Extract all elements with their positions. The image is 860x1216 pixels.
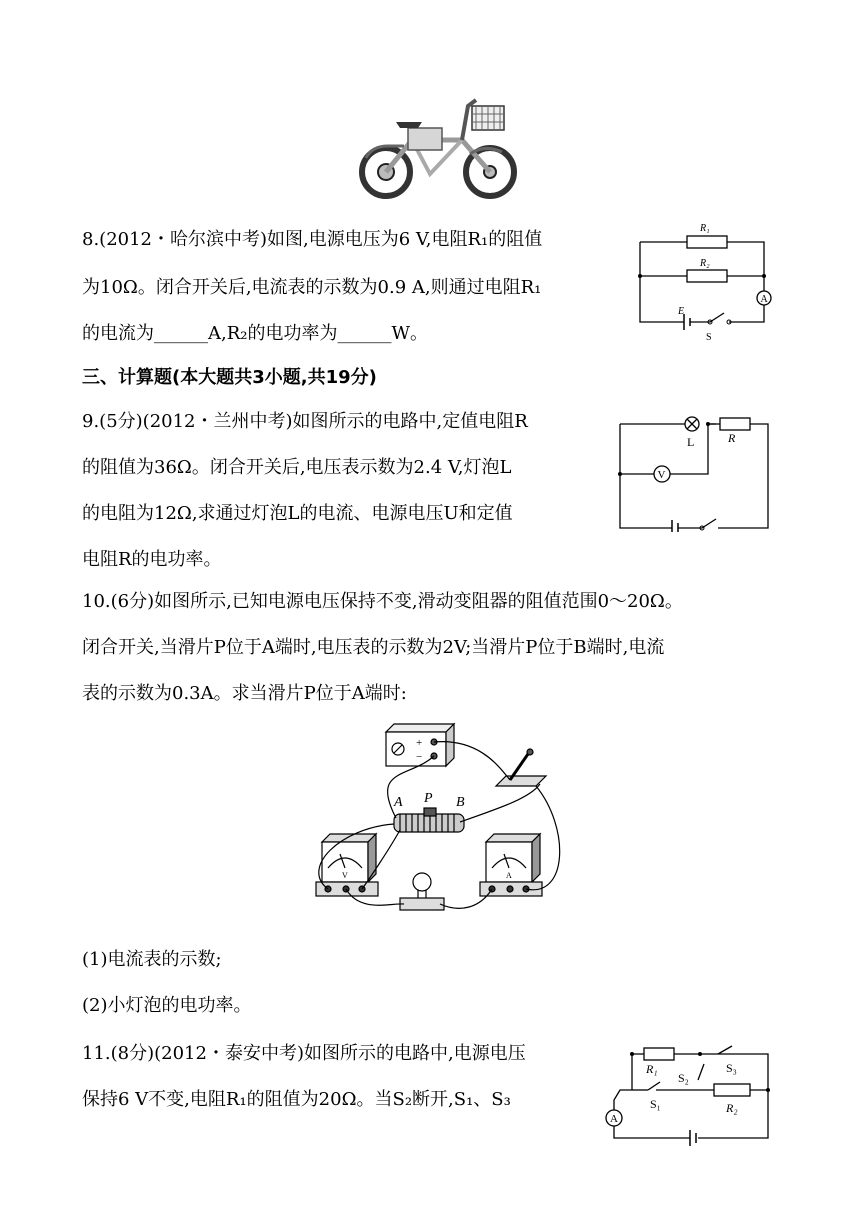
- q11-fig-label-s3: S₃: [726, 1061, 737, 1075]
- q11-line-1: 11.(8分)(2012・泰安中考)如图所示的电路中,电源电压: [82, 1043, 526, 1064]
- q11-fig-label-ammeter: A: [610, 1113, 618, 1125]
- q10-fig-label-voltmeter: V: [342, 871, 348, 880]
- q8-line-3: 的电流为______A,R₂的电功率为______W。: [82, 323, 428, 344]
- q10-line-1: 10.(6分)如图所示,已知电源电压保持不变,滑动变阻器的阻值范围0～20Ω。: [82, 591, 683, 612]
- q8-line-2: 为10Ω。闭合开关后,电流表的示数为0.9 A,则通过电阻R₁: [82, 277, 542, 298]
- q10-fig-label-plus: +: [416, 737, 423, 749]
- q11-fig-label-r2: R₂: [726, 1101, 738, 1115]
- q9-circuit-diagram: [612, 410, 774, 532]
- q8-fig-label-ammeter: A: [760, 294, 768, 305]
- q10-fig-label-a: A: [394, 795, 403, 810]
- q9-line-3: 的电阻为12Ω,求通过灯泡L的电流、电源电压U和定值: [82, 503, 513, 524]
- q8-fig-label-s: S: [706, 332, 712, 343]
- q8-circuit-diagram: [630, 218, 780, 346]
- q11-fig-label-r1: R₁: [646, 1062, 658, 1076]
- q10-apparatus-diagram: [300, 718, 570, 923]
- electric-bicycle-image: [352, 92, 524, 202]
- q10-sub-2: (2)小灯泡的电功率。: [82, 995, 252, 1016]
- q11-fig-label-s1: S₁: [650, 1097, 661, 1111]
- q9-fig-label-l: L: [687, 435, 695, 449]
- q9-line-1: 9.(5分)(2012・兰州中考)如图所示的电路中,定值电阻R: [82, 411, 528, 432]
- q9-fig-label-r: R: [728, 431, 736, 445]
- q9-line-4: 电阻R的电功率。: [82, 549, 222, 570]
- q10-line-3: 表的示数为0.3A。求当滑片P位于A端时:: [82, 683, 407, 704]
- q9-line-2: 的阻值为36Ω。闭合开关后,电压表示数为2.4 V,灯泡L: [82, 457, 512, 478]
- q10-fig-label-minus: −: [416, 751, 423, 763]
- q11-line-2: 保持6 V不变,电阻R₁的阻值为20Ω。当S₂断开,S₁、S₃: [82, 1089, 511, 1110]
- q10-line-2: 闭合开关,当滑片P位于A端时,电压表的示数为2V;当滑片P位于B端时,电流: [82, 637, 665, 658]
- q11-fig-label-s2: S₂: [678, 1071, 689, 1085]
- section-3-heading: 三、计算题(本大题共3小题,共19分): [82, 367, 377, 388]
- q9-fig-label-v: V: [657, 469, 666, 481]
- q8-fig-label-r1: R₁: [700, 223, 710, 234]
- q8-fig-label-e: E: [678, 306, 685, 317]
- q8-fig-label-r2: R₂: [700, 258, 710, 269]
- q11-circuit-diagram: [600, 1040, 780, 1152]
- q10-sub-1: (1)电流表的示数;: [82, 949, 222, 970]
- q10-fig-label-ammeter: A: [506, 871, 512, 880]
- q10-fig-label-p: P: [424, 791, 433, 806]
- q10-fig-label-b: B: [456, 795, 465, 810]
- q8-line-1: 8.(2012・哈尔滨中考)如图,电源电压为6 V,电阻R₁的阻值: [82, 229, 543, 250]
